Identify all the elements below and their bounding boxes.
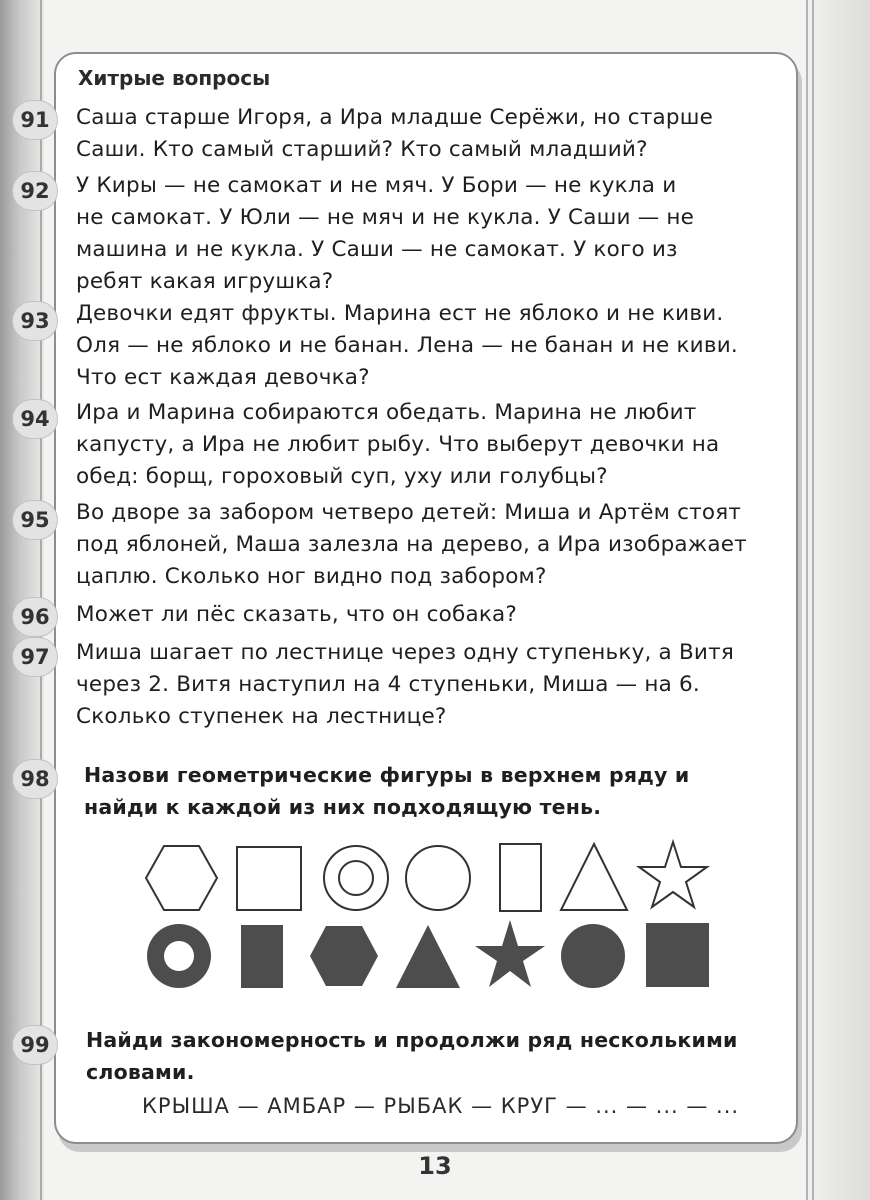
page-number: 13: [418, 1152, 452, 1180]
question-line: не самокат. У Юли — не мяч и не кукла. У Саши — не: [76, 205, 695, 230]
page-edge: [806, 0, 870, 1200]
question-line: ребят какая игрушка?: [76, 269, 334, 294]
hexagon-shadow: [310, 926, 378, 986]
square-outline: [237, 847, 301, 910]
question-line: Сколько ступенек на лестнице?: [76, 704, 447, 729]
question-line: Оля — не яблоко и не банан. Лена — не банан и не киви.: [76, 333, 738, 358]
question-line: капусту, а Ира не любит рыбу. Что выберут девочки на: [76, 432, 720, 457]
circle-shadow: [561, 924, 625, 988]
rectangle-shadow: [241, 925, 283, 988]
triangle-shadow: [396, 925, 460, 988]
question-91: [76, 102, 766, 166]
question-98: [84, 759, 774, 823]
page-edge-line: [806, 0, 808, 1200]
question-number-95: 95: [12, 500, 58, 540]
question-line: Девочки едят фрукты. Марина ест не яблоко и не киви.: [76, 301, 724, 326]
question-line: Саша старше Игоря, а Ира младше Серёжи, но старше: [76, 105, 714, 130]
question-line: цаплю. Сколько ног видно под забором?: [76, 564, 547, 589]
question-line: Назови геометрические фигуры в верхнем ряду и: [84, 763, 690, 787]
question-line: Ира и Марина собираются обедать. Марина не любит: [76, 400, 697, 425]
question-line: найди к каждой из них подходящую тень.: [84, 795, 602, 819]
question-94: [76, 397, 766, 493]
word-sequence: КРЫША — АМБАР — РЫБАК — КРУГ — ... — ... — ...: [142, 1094, 740, 1118]
question-number-99: 99: [12, 1025, 58, 1065]
question-95: [76, 497, 766, 593]
question-number-96: 96: [12, 597, 58, 637]
question-line: Саши. Кто самый старший? Кто самый младший?: [76, 137, 648, 162]
ring-outline-inner: [339, 861, 373, 895]
question-line: Что ест каждая девочка?: [76, 365, 370, 390]
question-line: Найди закономерность и продолжи ряд несколькими: [86, 1028, 738, 1052]
question-line: машина и не кукла. У Саши — не самокат. У кого из: [76, 237, 678, 262]
question-line: Может ли пёс сказать, что он собака?: [76, 602, 518, 627]
question-93: [76, 298, 766, 394]
question-number-97: 97: [12, 637, 58, 677]
question-96: [76, 599, 766, 631]
question-number-93: 93: [12, 301, 58, 341]
question-line: словами.: [86, 1060, 195, 1084]
question-99: [86, 1024, 776, 1088]
question-number-94: 94: [12, 399, 58, 439]
section-title: Хитрые вопросы: [78, 66, 271, 90]
hexagon-outline: [146, 846, 217, 910]
question-97: [76, 637, 766, 733]
question-number-98: 98: [12, 759, 58, 799]
rectangle-outline: [500, 844, 541, 911]
star-outline: [639, 842, 707, 907]
question-line: У Киры — не самокат и не мяч. У Бори — не кукла и: [76, 173, 677, 198]
question-number-92: 92: [12, 171, 58, 211]
question-line: обед: борщ, гороховый суп, уху или голубцы?: [76, 464, 608, 489]
shapes-figure: [130, 830, 730, 1000]
circle-outline: [406, 846, 470, 910]
triangle-outline: [561, 844, 627, 910]
question-line: Во дворе за забором четверо детей: Миша и Артём стоят: [76, 500, 742, 525]
star-shadow: [475, 920, 545, 987]
ring-shadow: [147, 924, 211, 988]
square-shadow: [646, 923, 709, 987]
page-edge-line: [812, 0, 814, 1200]
question-line: через 2. Витя наступил на 4 ступеньки, Миша — на 6.: [76, 672, 700, 697]
question-line: под яблоней, Маша залезла на дерево, а Ира изображает: [76, 532, 747, 557]
question-number-91: 91: [12, 100, 58, 140]
question-line: Миша шагает по лестнице через одну ступеньку, а Витя: [76, 640, 734, 665]
question-92: [76, 170, 766, 298]
